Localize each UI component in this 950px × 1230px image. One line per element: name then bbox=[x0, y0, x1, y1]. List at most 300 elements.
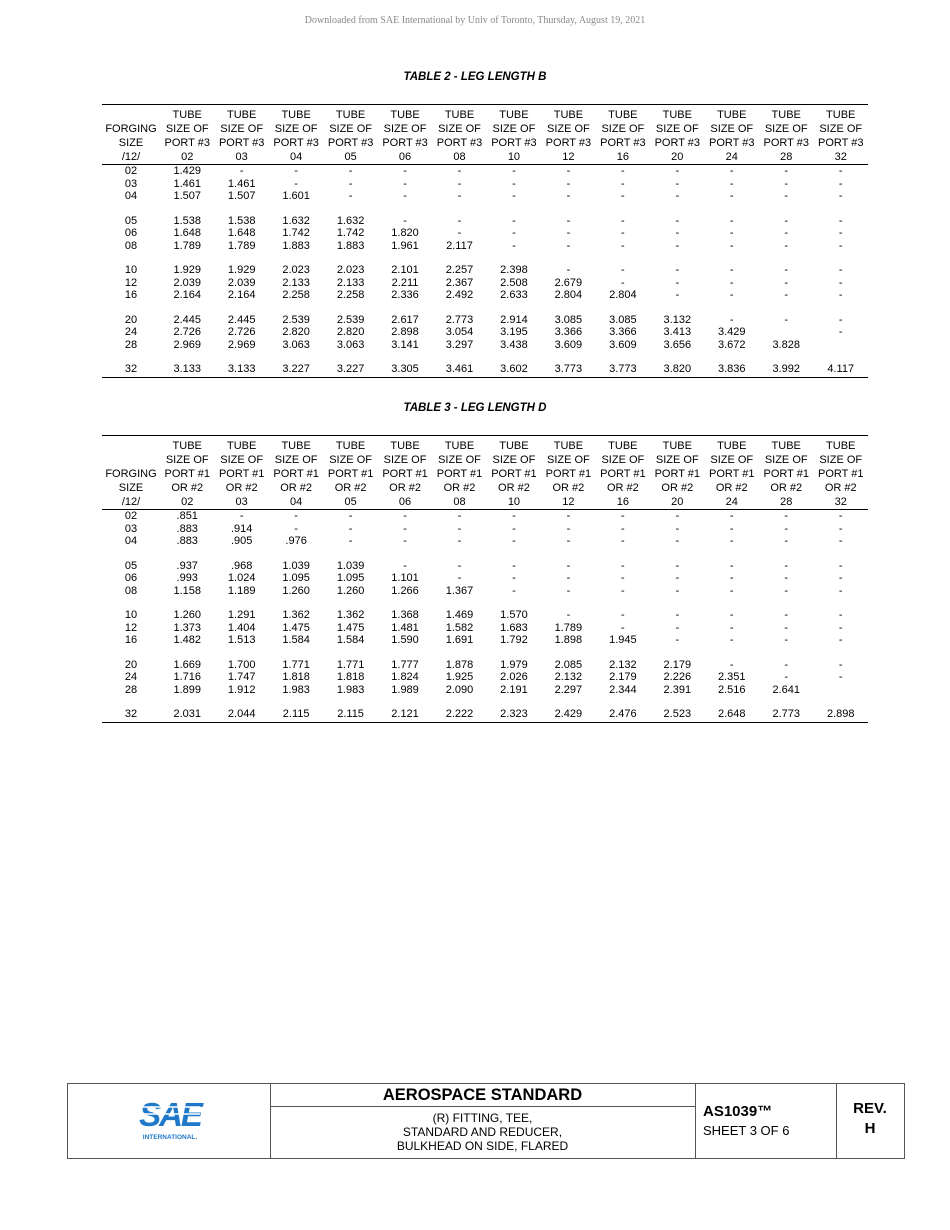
leg-length-cell: - bbox=[784, 671, 789, 683]
leg-length-cell: 1.742 bbox=[336, 227, 365, 239]
table2-title: TABLE 2 - LEG LENGTH B bbox=[403, 71, 547, 83]
leg-length-cell: 3.366 bbox=[609, 326, 637, 338]
leg-length-cell: 1.792 bbox=[500, 634, 528, 646]
forging-size-cell: 16 bbox=[124, 289, 138, 301]
leg-length-cell: 2.164 bbox=[227, 289, 256, 301]
leg-length-cell: - bbox=[838, 510, 843, 522]
leg-length-cell: - bbox=[675, 276, 680, 289]
table-row bbox=[102, 708, 868, 722]
leg-length-cell: - bbox=[838, 276, 843, 289]
leg-length-cell: - bbox=[403, 522, 407, 535]
leg-length-cell: - bbox=[239, 165, 244, 177]
leg-length-cell: - bbox=[838, 239, 843, 252]
leg-length-cell: - bbox=[403, 165, 407, 177]
leg-length-cell: 1.989 bbox=[391, 683, 419, 696]
forging-size-cell: 05 bbox=[124, 214, 138, 227]
tube-size-header: 12 bbox=[541, 150, 595, 165]
leg-length-cell: 3.602 bbox=[487, 363, 541, 377]
revision-label: REV. bbox=[853, 1100, 887, 1117]
leg-length-cell: - bbox=[512, 239, 516, 252]
leg-length-cell: 2.023 bbox=[282, 264, 310, 276]
tube-size-header: OR #2 bbox=[715, 482, 748, 494]
leg-length-cell: 2.391 bbox=[663, 683, 692, 696]
leg-length-cell: - bbox=[729, 177, 734, 190]
leg-length-cell: 2.191 bbox=[500, 683, 528, 696]
leg-length-cell: - bbox=[675, 165, 680, 177]
leg-length-cell: - bbox=[729, 572, 734, 584]
tube-size-header: SIZE OF bbox=[492, 123, 536, 135]
table-row bbox=[102, 684, 868, 697]
tube-size-header: SIZE OF bbox=[438, 454, 481, 466]
leg-length-cell: - bbox=[784, 190, 789, 202]
forging-size-cell: 02 bbox=[124, 165, 138, 177]
leg-length-cell: - bbox=[621, 264, 625, 276]
forging-size-cell: 20 bbox=[124, 313, 138, 326]
tube-size-header: PORT #1 bbox=[654, 468, 701, 480]
forging-size-header: SIZE bbox=[118, 482, 144, 494]
tube-size-header: 08 bbox=[432, 495, 486, 510]
leg-length-cell: 2.773 bbox=[759, 708, 813, 722]
tube-size-header: PORT #3 bbox=[218, 137, 265, 149]
leg-length-cell: - bbox=[621, 559, 625, 572]
leg-length-cell: - bbox=[621, 535, 625, 547]
leg-length-cell: - bbox=[512, 535, 516, 547]
tube-size-header: 08 bbox=[432, 150, 486, 165]
leg-length-cell: 2.679 bbox=[554, 276, 583, 289]
leg-length-cell: - bbox=[838, 313, 843, 326]
tube-size-header: TUBE bbox=[705, 436, 759, 454]
leg-length-cell: 2.258 bbox=[282, 289, 310, 301]
tube-size-header: PORT #3 bbox=[382, 137, 428, 149]
leg-length-cell: 1.601 bbox=[282, 190, 310, 202]
leg-length-cell: - bbox=[729, 264, 734, 276]
tube-size-header: SIZE OF bbox=[655, 123, 699, 135]
leg-length-cell: - bbox=[675, 227, 680, 239]
forging-size-cell: 04 bbox=[124, 190, 138, 202]
leg-length-cell: - bbox=[512, 522, 516, 535]
tube-size-header: 06 bbox=[378, 495, 432, 510]
leg-length-cell: 1.482 bbox=[173, 634, 201, 646]
table2-leg-length-b bbox=[102, 104, 868, 378]
leg-length-cell: - bbox=[403, 214, 407, 227]
leg-length-cell: - bbox=[512, 165, 516, 177]
leg-length-cell: - bbox=[675, 239, 680, 252]
leg-length-cell: - bbox=[457, 522, 462, 535]
tube-size-header: TUBE bbox=[813, 105, 868, 123]
leg-length-cell: .914 bbox=[230, 522, 253, 535]
tube-size-header: OR #2 bbox=[443, 482, 476, 494]
tube-size-header: PORT #1 bbox=[382, 468, 428, 480]
leg-length-cell: - bbox=[512, 227, 516, 239]
leg-length-cell: - bbox=[294, 165, 298, 177]
tube-size-header: 04 bbox=[269, 150, 323, 165]
leg-length-cell: 3.820 bbox=[650, 363, 704, 377]
leg-length-cell: 1.461 bbox=[227, 177, 256, 190]
leg-length-cell: 1.789 bbox=[173, 239, 201, 252]
tube-size-header: PORT #3 bbox=[273, 137, 319, 149]
tube-size-header: OR #2 bbox=[334, 482, 367, 494]
leg-length-cell: 2.539 bbox=[282, 313, 310, 326]
leg-length-cell: 1.925 bbox=[445, 671, 474, 683]
leg-length-cell: 2.429 bbox=[541, 708, 595, 722]
leg-length-cell: 2.476 bbox=[596, 708, 650, 722]
leg-length-cell: 1.789 bbox=[554, 621, 583, 634]
leg-length-cell: 2.323 bbox=[487, 708, 541, 722]
tube-size-header: TUBE bbox=[160, 105, 214, 123]
tube-size-header: TUBE bbox=[650, 436, 704, 454]
tube-size-header: OR #2 bbox=[606, 482, 639, 494]
leg-length-cell: - bbox=[566, 584, 571, 597]
revision-cell bbox=[836, 1084, 904, 1158]
tube-size-header: PORT #3 bbox=[436, 137, 483, 149]
leg-length-cell: 3.063 bbox=[282, 338, 310, 351]
leg-length-cell: 1.582 bbox=[445, 621, 474, 634]
leg-length-cell: - bbox=[348, 177, 353, 190]
leg-length-cell: 3.461 bbox=[432, 363, 486, 377]
sae-logo-text: SAE bbox=[139, 1096, 201, 1133]
leg-length-cell: 2.969 bbox=[173, 338, 201, 351]
leg-length-cell: 1.475 bbox=[282, 621, 310, 634]
leg-length-cell: 2.164 bbox=[173, 289, 201, 301]
tube-size-header: SIZE OF bbox=[655, 454, 699, 466]
forging-size-cell: 04 bbox=[124, 535, 138, 547]
tube-size-header: PORT #3 bbox=[491, 137, 537, 149]
leg-length-cell: 2.648 bbox=[705, 708, 759, 722]
leg-length-cell: - bbox=[729, 535, 734, 547]
tube-size-header: SIZE OF bbox=[547, 454, 590, 466]
leg-length-cell: - bbox=[566, 214, 571, 227]
tube-size-header: OR #2 bbox=[280, 482, 313, 494]
leg-length-cell: - bbox=[838, 264, 843, 276]
leg-length-cell: 1.373 bbox=[173, 621, 201, 634]
forging-size-header: /12/ bbox=[102, 150, 160, 165]
leg-length-cell: 3.413 bbox=[663, 326, 692, 338]
leg-length-cell: 2.044 bbox=[214, 708, 268, 722]
leg-length-cell: - bbox=[838, 190, 843, 202]
leg-length-cell: 2.773 bbox=[445, 313, 474, 326]
leg-length-cell: 2.115 bbox=[323, 708, 377, 722]
tube-size-header: SIZE OF bbox=[601, 454, 645, 466]
leg-length-cell: - bbox=[729, 190, 734, 202]
leg-length-cell: 1.538 bbox=[173, 214, 201, 227]
tube-size-header: PORT #3 bbox=[709, 137, 755, 149]
leg-length-cell: 1.824 bbox=[391, 671, 419, 683]
leg-length-cell: 1.266 bbox=[391, 584, 419, 597]
tube-size-header: 04 bbox=[269, 495, 323, 510]
leg-length-cell: - bbox=[675, 572, 680, 584]
leg-length-cell: - bbox=[784, 227, 789, 239]
leg-length-cell: 3.195 bbox=[500, 326, 528, 338]
leg-length-cell: 1.883 bbox=[336, 239, 365, 252]
tube-size-header: 16 bbox=[596, 495, 650, 510]
leg-length-cell: - bbox=[729, 214, 734, 227]
leg-length-cell bbox=[813, 684, 868, 697]
leg-length-cell: - bbox=[457, 572, 462, 584]
leg-length-cell: 2.336 bbox=[391, 289, 419, 301]
leg-length-cell: - bbox=[784, 313, 789, 326]
leg-length-cell: 3.305 bbox=[378, 363, 432, 377]
leg-length-cell: 2.641 bbox=[772, 683, 800, 696]
leg-length-cell: 2.633 bbox=[500, 289, 528, 301]
forging-size-cell: 08 bbox=[124, 239, 138, 252]
leg-length-cell: 1.095 bbox=[336, 572, 365, 584]
tube-size-header: SIZE OF bbox=[165, 454, 209, 466]
tube-size-header: OR #2 bbox=[389, 482, 421, 494]
leg-length-cell: - bbox=[621, 276, 625, 289]
leg-length-cell: - bbox=[838, 584, 843, 597]
forging-size-header: /12/ bbox=[102, 495, 160, 510]
tube-size-header: SIZE OF bbox=[329, 454, 372, 466]
leg-length-cell: 1.429 bbox=[173, 165, 201, 177]
leg-length-cell: - bbox=[729, 522, 734, 535]
leg-length-cell: - bbox=[729, 584, 734, 597]
leg-length-cell: - bbox=[566, 609, 571, 621]
leg-length-cell: - bbox=[621, 510, 625, 522]
leg-length-cell: - bbox=[838, 522, 843, 535]
leg-length-cell: - bbox=[838, 671, 843, 683]
leg-length-cell: 1.538 bbox=[227, 214, 256, 227]
leg-length-cell: 1.878 bbox=[445, 658, 474, 671]
tube-size-header: PORT #3 bbox=[545, 137, 592, 149]
forging-size-header: FORGING bbox=[105, 123, 157, 135]
leg-length-cell bbox=[813, 339, 868, 352]
leg-length-cell: 1.368 bbox=[391, 609, 419, 621]
table-row bbox=[102, 585, 868, 598]
leg-length-cell: 2.132 bbox=[554, 671, 583, 683]
leg-length-cell: .905 bbox=[230, 535, 253, 547]
leg-length-cell: 2.539 bbox=[336, 313, 365, 326]
leg-length-cell: 1.983 bbox=[336, 683, 365, 696]
tube-size-header: OR #2 bbox=[498, 482, 530, 494]
forging-size-cell: 02 bbox=[124, 510, 138, 522]
leg-length-cell: 3.672 bbox=[717, 338, 746, 351]
leg-length-cell: - bbox=[403, 559, 407, 572]
leg-length-cell: - bbox=[566, 177, 571, 190]
tube-size-header: 28 bbox=[759, 150, 813, 165]
tube-size-header: SIZE OF bbox=[274, 454, 318, 466]
tube-size-header: SIZE OF bbox=[274, 123, 318, 135]
tube-size-header: SIZE OF bbox=[764, 454, 808, 466]
leg-length-cell: 3.429 bbox=[717, 326, 746, 338]
leg-length-cell: 2.039 bbox=[173, 276, 201, 289]
leg-length-cell: 3.063 bbox=[336, 338, 365, 351]
leg-length-cell: 2.117 bbox=[446, 239, 473, 252]
leg-length-cell: - bbox=[457, 227, 462, 239]
forging-size-cell: 03 bbox=[124, 177, 138, 190]
table-row bbox=[102, 314, 868, 327]
forging-size-cell: 10 bbox=[124, 264, 138, 276]
table-row bbox=[102, 572, 868, 585]
tube-size-header: SIZE OF bbox=[383, 123, 427, 135]
leg-length-cell bbox=[759, 326, 813, 339]
tube-size-header: 10 bbox=[487, 495, 541, 510]
tube-size-header: SIZE OF bbox=[819, 454, 863, 466]
logo-cell bbox=[68, 1084, 271, 1158]
table-row bbox=[102, 560, 868, 573]
leg-length-cell: 2.804 bbox=[554, 289, 583, 301]
tube-size-header: OR #2 bbox=[225, 482, 258, 494]
leg-length-cell: - bbox=[512, 572, 516, 584]
leg-length-cell: - bbox=[838, 214, 843, 227]
leg-length-cell: - bbox=[784, 535, 789, 547]
leg-length-cell: 1.632 bbox=[336, 214, 365, 227]
leg-length-cell: .883 bbox=[176, 522, 198, 535]
leg-length-cell: 1.771 bbox=[282, 658, 310, 671]
leg-length-cell: 1.929 bbox=[173, 264, 201, 276]
leg-length-cell: 2.344 bbox=[609, 683, 637, 696]
leg-length-cell: - bbox=[403, 190, 407, 202]
tube-size-header: TUBE bbox=[541, 105, 595, 123]
table-row bbox=[102, 178, 868, 191]
tube-size-header: TUBE bbox=[323, 105, 377, 123]
leg-length-cell: 2.115 bbox=[269, 708, 323, 722]
leg-length-cell: 2.445 bbox=[173, 313, 201, 326]
leg-length-cell: 1.039 bbox=[336, 559, 365, 572]
forging-size-cell: 32 bbox=[102, 708, 160, 722]
leg-length-cell: 2.133 bbox=[336, 276, 365, 289]
tube-size-header: TUBE bbox=[323, 436, 377, 454]
leg-length-cell: 2.516 bbox=[717, 683, 746, 696]
leg-length-cell: - bbox=[729, 239, 734, 252]
leg-length-cell: 3.366 bbox=[554, 326, 583, 338]
leg-length-cell: - bbox=[457, 165, 462, 177]
leg-length-cell: - bbox=[457, 559, 462, 572]
leg-length-cell: 3.227 bbox=[323, 363, 377, 377]
forging-size-cell: 32 bbox=[102, 363, 160, 377]
leg-length-cell: 1.475 bbox=[336, 621, 365, 634]
leg-length-cell: 1.507 bbox=[173, 190, 201, 202]
leg-length-cell: - bbox=[566, 510, 571, 522]
leg-length-cell: - bbox=[838, 609, 843, 621]
tube-size-header: TUBE bbox=[214, 105, 268, 123]
tube-size-header: 32 bbox=[813, 150, 868, 165]
forging-size-header bbox=[102, 105, 160, 123]
leg-length-cell: - bbox=[621, 227, 625, 239]
leg-length-cell: - bbox=[784, 621, 789, 634]
leg-length-cell: 2.508 bbox=[500, 276, 528, 289]
leg-length-cell: - bbox=[784, 289, 789, 301]
leg-length-cell: - bbox=[675, 559, 680, 572]
leg-length-cell: 1.912 bbox=[227, 683, 256, 696]
leg-length-cell: 1.961 bbox=[391, 239, 419, 252]
tube-size-header: TUBE bbox=[813, 436, 868, 454]
leg-length-cell: 2.132 bbox=[609, 658, 637, 671]
tube-size-header: TUBE bbox=[378, 436, 432, 454]
leg-length-cell: 2.023 bbox=[336, 264, 365, 276]
leg-length-cell: - bbox=[512, 190, 516, 202]
leg-length-cell: - bbox=[621, 165, 625, 177]
table3-title: TABLE 3 - LEG LENGTH D bbox=[403, 402, 547, 414]
leg-length-cell: .937 bbox=[176, 559, 198, 572]
leg-length-cell: 1.570 bbox=[500, 609, 528, 621]
title-cell bbox=[270, 1084, 696, 1158]
tube-size-header: PORT #1 bbox=[273, 468, 319, 480]
leg-length-cell: 1.404 bbox=[227, 621, 256, 634]
leg-length-cell: 3.773 bbox=[596, 363, 650, 377]
leg-length-cell: 2.031 bbox=[160, 708, 214, 722]
leg-length-cell: - bbox=[729, 289, 734, 301]
leg-length-cell: - bbox=[675, 190, 680, 202]
table-row bbox=[102, 535, 868, 548]
tube-size-header: PORT #1 bbox=[164, 468, 210, 480]
leg-length-cell: - bbox=[729, 227, 734, 239]
leg-length-cell: - bbox=[457, 510, 462, 522]
leg-length-cell: 3.133 bbox=[160, 363, 214, 377]
leg-length-cell: - bbox=[294, 522, 298, 535]
tube-size-header: PORT #1 bbox=[491, 468, 537, 480]
description-line: STANDARD AND REDUCER, bbox=[402, 1125, 563, 1139]
leg-length-cell: - bbox=[512, 559, 516, 572]
leg-length-cell: - bbox=[621, 522, 625, 535]
leg-length-cell: 1.945 bbox=[609, 634, 637, 646]
tube-size-header: SIZE OF bbox=[710, 123, 754, 135]
leg-length-cell: 2.726 bbox=[227, 326, 256, 338]
forging-size-cell: 10 bbox=[124, 609, 138, 621]
leg-length-cell: - bbox=[838, 658, 843, 671]
forging-size-cell: 05 bbox=[124, 559, 138, 572]
tube-size-header: PORT #3 bbox=[600, 137, 646, 149]
leg-length-cell: - bbox=[294, 177, 298, 190]
leg-length-cell: - bbox=[675, 621, 680, 634]
leg-length-cell: 1.983 bbox=[282, 683, 310, 696]
leg-length-cell: - bbox=[621, 572, 625, 584]
leg-length-cell: 1.742 bbox=[282, 227, 310, 239]
tube-size-header: 05 bbox=[323, 495, 377, 510]
leg-length-cell: 2.133 bbox=[282, 276, 310, 289]
leg-length-cell: .976 bbox=[285, 535, 307, 547]
leg-length-cell: - bbox=[403, 535, 407, 547]
leg-length-cell: - bbox=[348, 190, 353, 202]
tube-size-header: SIZE OF bbox=[764, 123, 808, 135]
leg-length-cell: 2.179 bbox=[609, 671, 637, 683]
leg-length-cell: - bbox=[729, 165, 734, 177]
leg-length-cell: .883 bbox=[176, 535, 198, 547]
forging-size-cell: 08 bbox=[124, 584, 138, 597]
leg-length-cell: - bbox=[729, 634, 734, 646]
leg-length-cell: - bbox=[621, 190, 625, 202]
leg-length-cell: - bbox=[838, 572, 843, 584]
tube-size-header: 05 bbox=[323, 150, 377, 165]
table-row bbox=[102, 622, 868, 635]
leg-length-cell: 2.121 bbox=[378, 708, 432, 722]
forging-size-cell: 24 bbox=[124, 326, 138, 338]
forging-size-cell: 28 bbox=[124, 338, 138, 351]
tube-size-header: PORT #1 bbox=[545, 468, 592, 480]
leg-length-cell: 1.461 bbox=[173, 177, 201, 190]
leg-length-cell: - bbox=[621, 214, 625, 227]
leg-length-cell: 2.090 bbox=[445, 683, 474, 696]
forging-size-cell: 12 bbox=[124, 621, 138, 634]
leg-length-cell: 2.226 bbox=[663, 671, 692, 683]
leg-length-cell: - bbox=[838, 326, 843, 338]
leg-length-cell: - bbox=[838, 227, 843, 239]
tube-size-header: PORT #1 bbox=[218, 468, 265, 480]
tube-size-header: 02 bbox=[160, 150, 214, 165]
table-row bbox=[102, 165, 868, 178]
leg-length-cell: 1.899 bbox=[173, 683, 201, 696]
forging-size-header bbox=[102, 436, 160, 454]
tube-size-header: 28 bbox=[759, 495, 813, 510]
leg-length-cell: 1.648 bbox=[173, 227, 201, 239]
sae-logo-icon bbox=[136, 1094, 204, 1144]
leg-length-cell: - bbox=[457, 214, 462, 227]
leg-length-cell: 2.257 bbox=[445, 264, 474, 276]
leg-length-cell: - bbox=[403, 177, 407, 190]
document-cell bbox=[695, 1084, 837, 1158]
leg-length-cell: 1.024 bbox=[227, 572, 256, 584]
leg-length-cell: 1.929 bbox=[227, 264, 256, 276]
leg-length-cell: 2.898 bbox=[813, 708, 868, 722]
